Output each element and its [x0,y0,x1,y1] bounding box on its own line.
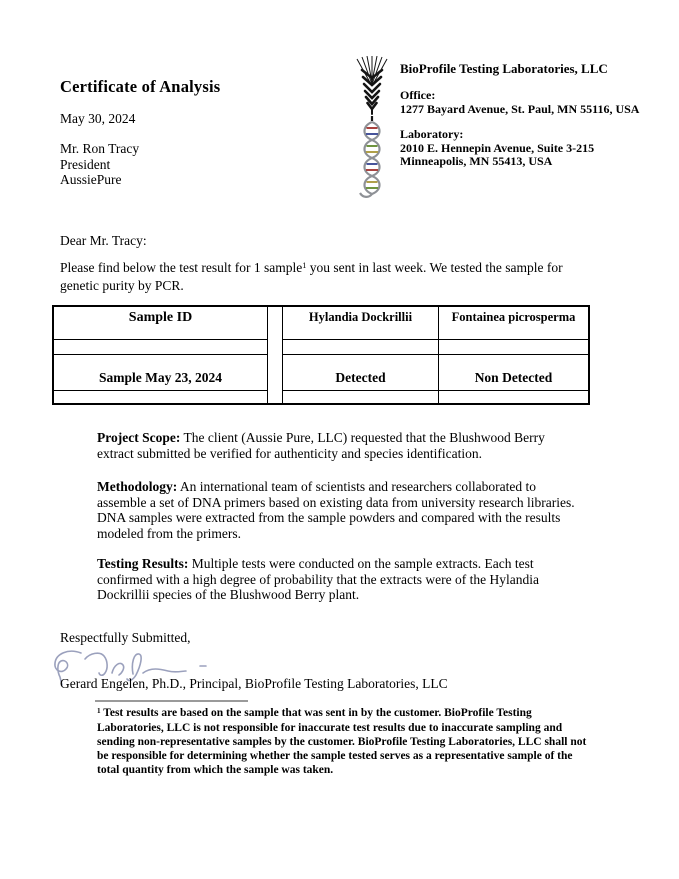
table-empty-cell [54,391,268,403]
wheat-dna-helix-icon [349,56,395,198]
page-title: Certificate of Analysis [60,77,221,96]
laboratory-address-line1: 2010 E. Hennepin Avenue, Suite 3-215 [400,140,595,155]
table-cell-sample-name: Sample May 23, 2024 [54,355,268,391]
results-table [52,305,590,405]
wheat-spikelets [362,70,382,114]
table-spacer-cell [268,340,283,355]
testing-results-label: Testing Results: [97,556,189,571]
office-address-block [400,89,639,116]
table-spacer-cell [268,307,283,340]
table-header-hylandia: Hylandia Dockrillii [283,307,439,340]
recipient-company: AussiePure [60,172,122,187]
table-cell-non-detected: Non Detected [439,355,588,391]
laboratory-address-block [400,128,594,169]
footnote-divider [95,700,248,702]
table-empty-cell [283,340,439,355]
intro-line2: genetic purity by PCR. [60,278,184,293]
table-header-sample-id: Sample ID [54,307,268,340]
table-cell-detected: Detected [283,355,439,391]
closing-phrase: Respectfully Submitted, [60,630,191,645]
salutation: Dear Mr. Tracy: [60,233,147,248]
laboratory-address-line2: Minneapolis, MN 55413, USA [400,154,553,168]
testing-results-section: Testing Results: Multiple tests were conducted on the sample extracts. Each test confirmed with a high degree of probability that the extracts were of the Hylandia Dockrillii species of the Blushwood Berry plant. [97,556,539,603]
table-empty-cell [54,340,268,355]
company-name: BioProfile Testing Laboratories, LLC [400,61,608,76]
project-scope-label: Project Scope: [97,430,181,445]
office-label: Office: [400,88,436,102]
project-scope-section: Project Scope: The client (Aussie Pure, LLC) requested that the Blushwood Berry extract submitted be verified for authenticity and species identification. [97,430,545,461]
recipient-block [60,141,139,188]
recipient-name: Mr. Ron Tracy [60,141,140,156]
footnote-number: 1 [97,706,101,715]
table-empty-cell [439,340,588,355]
methodology-section: Methodology: An international team of scientists and researchers collaborated to assemble a set of DNA primers based on existing data from university research libraries. DNA samples were extracted from the sample powders and compared with the results modeled from the primers. [97,479,575,541]
methodology-label: Methodology: [97,479,178,494]
laboratory-label: Laboratory: [400,127,464,141]
office-address: 1277 Bayard Avenue, St. Paul, MN 55116, USA [400,101,640,116]
table-empty-cell [439,391,588,403]
footnote-block: $^1$ Test results are based on the sample that was sent in by the customer. BioProfile Testing Laboratories, LLC is not responsible for inaccurate test results due to inaccurate sampling and sending non-representative samples by the customer. BioProfile Testing Laboratories, LLC shall not be responsible for determining whether the sample tested serves as a representative sample of the total quantity from which the sample was taken. [97,706,587,776]
table-spacer-cell [268,391,283,403]
signer-line: Gerard Engelen, Ph.D., Principal, BioProfile Testing Laboratories, LLC [60,676,448,691]
table-spacer-cell [268,355,283,391]
intro-line1: Please find below the test result for 1 sample [60,260,303,275]
table-header-fontainea: Fontainea picrosperma [439,307,588,340]
table-empty-cell [283,391,439,403]
recipient-title: President [60,156,111,172]
document-date: May 30, 2024 [60,111,136,126]
intro-paragraph: Please find below the test result for 1 sample$^1$ you sent in last week. We tested the sample for genetic purity by PCR. [60,260,563,293]
footnote-reference-mark: 1 [302,261,307,271]
